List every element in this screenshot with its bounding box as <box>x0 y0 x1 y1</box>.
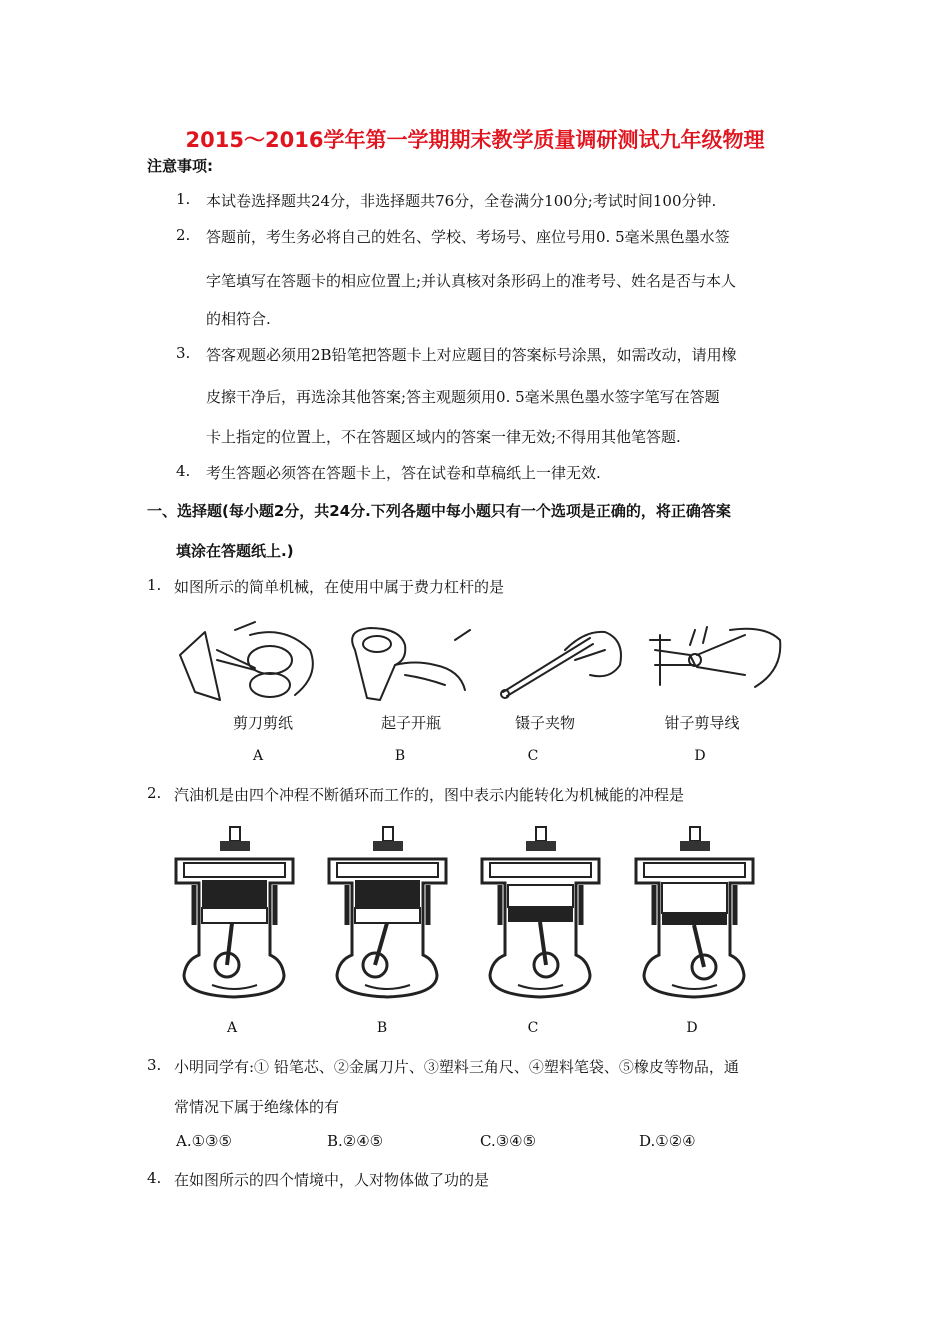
figure-caption: 钳子剪导线 <box>664 714 740 732</box>
answer-option: B.②④⑤ <box>327 1132 384 1150</box>
question-text-4: 在如图所示的四个情境中，人对物体做了功的是 <box>174 1171 490 1189</box>
bottle-opener-figure <box>335 620 485 705</box>
notice-line: 考生答题必须答在答题卡上，答在试卷和草稿纸上一律无效. <box>206 464 601 482</box>
notice-heading: 注意事项: <box>147 157 213 175</box>
notice-line: 字笔填写在答题卡的相应位置上;并认真核对条形码上的准考号、姓名是否与本人 <box>206 272 737 290</box>
question-text-3: 小明同学有:① 铅笔芯、②金属刀片、③塑料三角尺、④塑料笔袋、⑤橡皮等物品，通 <box>174 1058 739 1076</box>
question-num-4: 4. <box>147 1169 162 1187</box>
figure-caption: 镊子夹物 <box>514 714 575 732</box>
notice-line: 答客观题必须用2B铅笔把答题卡上对应题目的答案标号涂黑，如需改动，请用橡 <box>206 346 737 364</box>
scissors-cutting-paper-figure <box>175 620 325 705</box>
option-letter: A <box>226 1020 238 1036</box>
figure-caption: 剪刀剪纸 <box>232 714 293 732</box>
question-text-2: 汽油机是由四个冲程不断循环而工作的，图中表示内能转化为机械能的冲程是 <box>174 786 685 804</box>
question-text-3-cont: 常情况下属于绝缘体的有 <box>174 1098 340 1116</box>
question-num-3: 3. <box>147 1056 162 1074</box>
engine-stroke-c-figure <box>478 825 603 1000</box>
notice-line: 答题前，考生务必将自己的姓名、学校、考场号、座位号用0. 5毫米黑色墨水签 <box>206 228 730 246</box>
notice-line: 卡上指定的位置上，不在答题区域内的答案一律无效;不得用其他笔答题. <box>206 428 681 446</box>
option-letter: C <box>527 748 539 764</box>
answer-option: C.③④⑤ <box>480 1132 537 1150</box>
question-num-2: 2. <box>147 784 162 802</box>
tweezers-figure <box>495 620 635 705</box>
answer-option: D.①②④ <box>639 1132 696 1150</box>
option-letter: C <box>527 1020 539 1036</box>
option-letter: A <box>252 748 264 764</box>
notice-line: 本试卷选择题共24分，非选择题共76分，全卷满分100分;考试时间100分钟. <box>206 192 717 210</box>
engine-stroke-a-figure <box>172 825 297 1000</box>
pliers-cutting-wire-figure <box>635 615 785 705</box>
engine-stroke-d-figure <box>632 825 757 1000</box>
page-title: 2015～2016学年第一学期期末教学质量调研测试九年级物理 <box>185 128 765 152</box>
question-text-1: 如图所示的简单机械，在使用中属于费力杠杆的是 <box>174 578 505 596</box>
notice-num-4: 4. <box>176 462 191 480</box>
section-heading: 一、选择题(每小题2分，共24分.下列各题中每小题只有一个选项是正确的，将正确答案 <box>147 502 731 520</box>
answer-option: A.①③⑤ <box>176 1132 232 1150</box>
option-letter: B <box>394 748 406 764</box>
notice-num-1: 1. <box>176 190 191 208</box>
notice-line: 皮擦干净后，再选涂其他答案;答主观题须用0. 5毫米黑色墨水签字笔写在答题 <box>206 388 720 406</box>
notice-line: 的相符合. <box>206 310 271 328</box>
option-letter: B <box>376 1020 388 1036</box>
option-letter: D <box>694 748 706 764</box>
question-num-1: 1. <box>147 576 162 594</box>
figure-caption: 起子开瓶 <box>380 714 441 732</box>
option-letter: D <box>686 1020 698 1036</box>
section-heading-cont: 填涂在答题纸上.) <box>176 542 294 560</box>
notice-num-3: 3. <box>176 344 191 362</box>
notice-num-2: 2. <box>176 226 191 244</box>
engine-stroke-b-figure <box>325 825 450 1000</box>
